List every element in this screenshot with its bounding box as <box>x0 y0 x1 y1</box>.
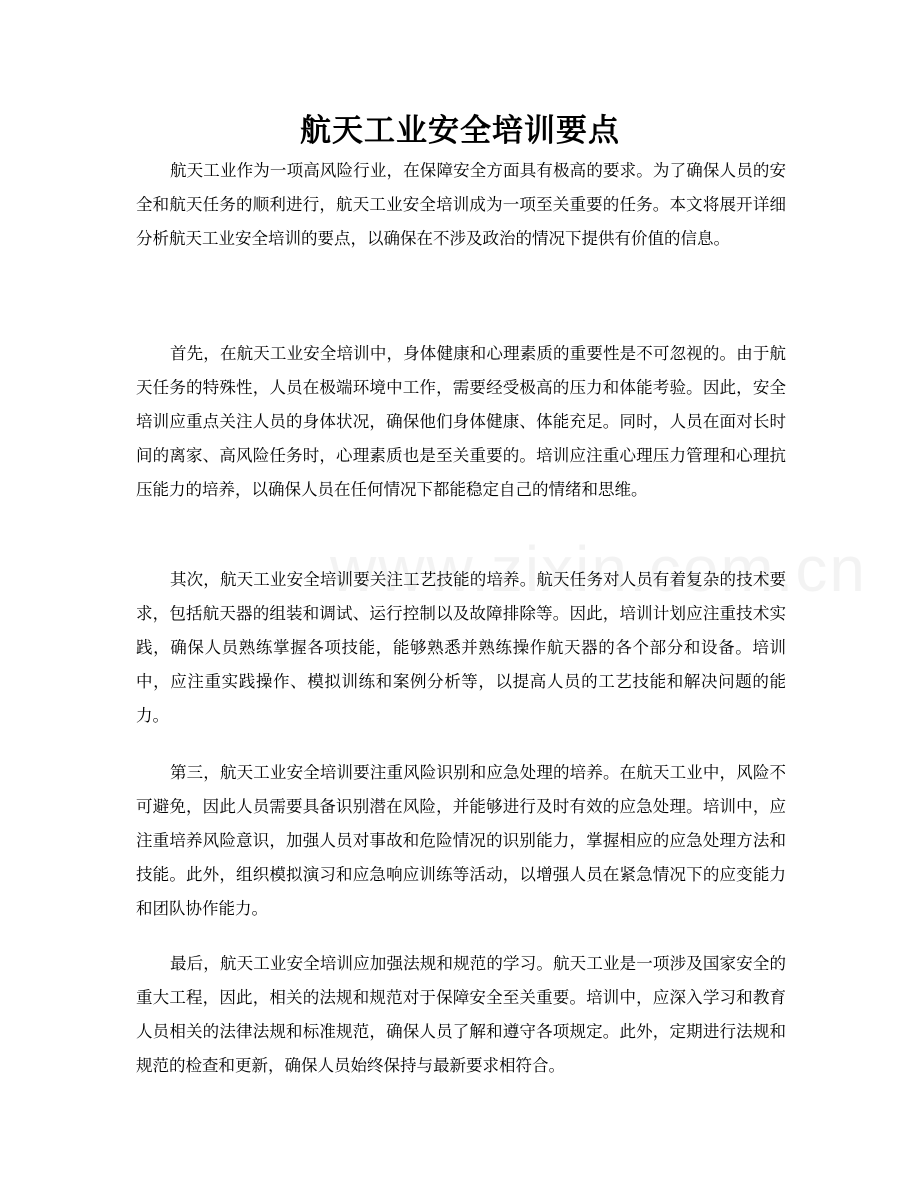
paragraph-skills: 其次，航天工业安全培训要关注工艺技能的培养。航天任务对人员有着复杂的技术要求，包括航天器的组装和调试、运行控制以及故障排除等。因此，培训计划应注重技术实践，确保人员熟练掌握各项技能，能够熟悉并熟练操作航天器的各个部分和设备。培训中，应注重实践操作、模拟训练和案例分析等，以提高人员的工艺技能和解决问题的能力。 <box>136 570 786 725</box>
document-title: 航天工业安全培训要点 <box>300 113 620 149</box>
paragraph-intro: 航天工业作为一项高风险行业，在保障安全方面具有极高的要求。为了确保人员的安全和航天任务的顺利进行，航天工业安全培训成为一项至关重要的任务。本文将展开详细分析航天工业安全培训的要点，以确保在不涉及政治的情况下提供有价值的信息。 <box>136 161 786 248</box>
paragraph-risk: 第三，航天工业安全培训要注重风险识别和应急处理的培养。在航天工业中，风险不可避免，因此人员需要具备识别潜在风险，并能够进行及时有效的应急处理。培训中，应注重培养风险意识，加强人员对事故和危险情况的识别能力，掌握相应的应急处理方法和技能。此外，组织模拟演习和应急响应训练等活动，以增强人员在紧急情况下的应变能力和团队协作能力。 <box>136 763 786 918</box>
paragraph-health: 首先，在航天工业安全培训中，身体健康和心理素质的重要性是不可忽视的。由于航天任务的特殊性，人员在极端环境中工作，需要经受极高的压力和体能考验。因此，安全培训应重点关注人员的身体状况，确保他们身体健康、体能充足。同时，人员在面对长时间的离家、高风险任务时，心理素质也是至关重要的。培训应注重心理压力管理和心理抗压能力的培养，以确保人员在任何情况下都能稳定自己的情绪和思维。 <box>136 344 786 499</box>
paragraph-regulations: 最后，航天工业安全培训应加强法规和规范的学习。航天工业是一项涉及国家安全的重大工程，因此，相关的法规和规范对于保障安全至关重要。培训中，应深入学习和教育人员相关的法律法规和标准规范，确保人员了解和遵守各项规定。此外，定期进行法规和规范的检查和更新，确保人员始终保持与最新要求相符合。 <box>136 954 786 1075</box>
